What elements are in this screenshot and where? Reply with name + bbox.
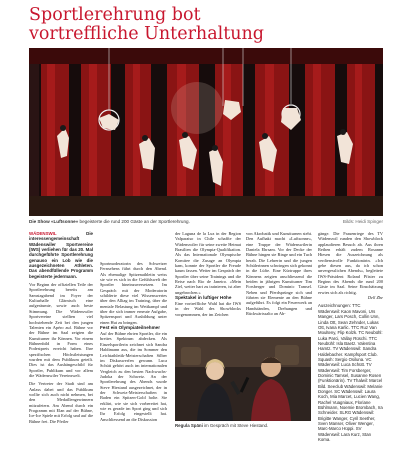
article-lead-text: Die interessengemeinschaft Wädenswiler Sportvereine (IWS) verliehen für das 20. Mal durchgeführte Sportlerehrung genauso ein Lob wie die ausgezeichneten Athleten. Das abendfüllende Programm begeisterte jedermann. bbox=[29, 231, 93, 279]
article-paragraph: Sportmoderatorin des Schweizer Fernsehens führt durch den Abend. Als ehemalige Spitzenathletin weiss sie wie es sich in die Gefühlswelt der Sportler hineinzuversetzen. Im Gespräch mit der Moderatorin schilderte diese viel Wissenswertes über den Alltag im Training, über die mentale Belastung im Wettkampf und über die sich immer erneute Aufgabe, Spitzensport und Ausbildung unter einen Hut zu bringen. bbox=[100, 261, 167, 325]
show-photo-caption bbox=[29, 218, 383, 226]
headline-line-2: vortreffliche Unterhaltung bbox=[29, 24, 265, 44]
show-photo-caption-title: Die Show «Luftsonne» bbox=[29, 219, 79, 224]
headline-line-1: Sportlerehrung bot bbox=[29, 5, 201, 25]
article-column-1 bbox=[29, 231, 93, 424]
article-column-3 bbox=[175, 231, 241, 335]
article-paragraph: Die Vertreter der Stadt sind am Anlass dabei und das Publikum wollte sich auch nicht nehmen, bei den Medaillengewinnern mitzufeiern. Am Abend durch ein Programm mit Elan auf der Bühne, Ice-Ice Spiele mit Erfolg und auf die Bühne frei. Die Pfeiler bbox=[29, 381, 93, 424]
author-signature: Dell Zbe bbox=[367, 295, 383, 301]
article-paragraph: der Laguna de la Luz in der Region Valparaiso in Chile schaffte der Wädenswiler für seine zweite Heimat Brasilien die Olympia-Qualifikation. Als das Internationale Olympische Komitee die Zusage an Olympia kam, konnte der Sportler die Freude kaum fassen. Weiter im Gespräch der Sportler über seine Trainings und die Reise nach Rio de Janeiro. «Mein Ziel, weiter hart zu trainieren, ist aber ungebrochen.» bbox=[175, 231, 241, 295]
interview-photo bbox=[175, 337, 311, 421]
article-paragraph: von Akrobatik und Kunstturnen steht. Den Aufhakt macht «Luftsonne», eine Truppe der Wädenswilerin Daniela Ehrsam. Vor der Decke der Bühne hingen sie Ringe und ein Tuch herab. Die Lehrerin und die jungen Schülerinnen schwingen sich gekonnt in die Lüfte. Eine Kürtruppe ihres Könnens zeigten anschliessend die beiden in jährigen Kunstturner Tim Forsberger und Dominic Tamsel. Neben und Pferdsprünge sich und führten sie Elemente an den Bühne aufgeführt. Es folgt ein Feuerwerk an Handständen, Drehungen und Rückwärtssalto an Ab- bbox=[246, 231, 312, 317]
interview-photo-caption-text: im Gespräch mit Steve Hiestand. bbox=[202, 423, 269, 428]
show-photo bbox=[29, 48, 383, 216]
article-subhead: Spektakel in luftiger Höhe bbox=[175, 295, 232, 301]
interview-photo-caption bbox=[175, 422, 311, 430]
article-column-4 bbox=[246, 231, 312, 335]
article-column-2 bbox=[100, 231, 167, 422]
photo-credit: Bilds: Heidi Spinger bbox=[342, 219, 383, 224]
article-lead bbox=[29, 231, 93, 279]
article-paragraph: gänge. Die Frauenriege des TV Wädenswil runden den Showblock applaudieren Besuch ab. Aus ihren Reihen erhält zudem Rosanne Hiesen die Auszeichnung als verdienstvolle Funktionärin. «Ich gebe diesen aus, da ich schon unvergesslichen Abends», begleitete IWS-Präsident Roland Pfister zu Beginn des Abends die rund 200 Gäste im Saal. Seine Einschätzung erwies sich als richtig. bbox=[318, 231, 383, 295]
show-photo-caption-text: begeisterte die rund 200 Gäste an der Sportlerehrung. bbox=[78, 219, 190, 224]
article-paragraph: Eine vortreffliche Wahl hat die IWS in der Wahl des Showblocks vorgenommen, der im Zeichen bbox=[175, 301, 241, 317]
interview-photo-illustration bbox=[175, 337, 311, 421]
interview-photo-caption-title: Regula Späni bbox=[175, 423, 203, 428]
article-paragraph: Auf der Bühne ehrten Sportler, die ein breites Spektrum abdecken. Als Einzelsportlerin zeichnet sich Sandra Haldimann aus, die im Sommer den Leichtathletik-Meisterschaften Silber im Diskuswerfen gewann. Luca Schütt gehört auch im internationalen Vergleich zu den besten Nachwuchs-Judoka der Schweiz. An der Sportlerehrung des Abends wurde Steve Hiestand ausgezeichnet, der in der Schweiz-Meisterschaften in Baden ein Spitzen-Gold holte. Sie erklärt, wie sie sich vorbereitet hat, wie es gerade im Sport ging und sich Ihr Erfolg eingestellt hat. Anschliessend an die Diskussion bbox=[100, 331, 167, 422]
show-photo-illustration bbox=[29, 48, 383, 216]
awards-list: Auszeichnungen: TTC Wädenswil: Kaon Mavoni, Urs Manger, Lars Posch, Collin Unn, Linda Ott, Sean Zehnder, Lukas Ott, Ivana Karlic. TTC Ruz Van Moulteny, Flip Kolzk. TC Neubühl: Luka Parci, Vallay Rüschi. TTC Neubühl: Isla Baetz. Valentina Hamtz. TV Wädenswil: Sandra Haldebacher. Kampfsport Club. Squash: Sergio Osiluna. VC Wädenswil: Luca Schütt. TV Wädenswil: Tim Forsberger, Dominic Tamsel, Susanne Rosen (Funktionärin). TV Thalwil: Marcel Bild. Seeclub Wädenswil: Melanie Donger. SC Wädenswil: Laura Koch, Mia Marcet, Lucien Wang, Rachel Vuagniaux, Floriane Bühlmann, Noemie Brombach, Ira Schneider. SLRG Wädenswil: Brigitte Wanger, Cyril Seether, Sven Manser, Oliver Wenger, Marc-Marco Hüppi. SV Wädenswil: Lara Kurz, Stan Koma. bbox=[318, 303, 383, 443]
article-subhead: Fest ein Olympiateilnehmer bbox=[100, 325, 160, 331]
article-column-5 bbox=[318, 231, 383, 471]
article-kicker: WÄDENSWIL bbox=[29, 231, 57, 236]
article-paragraph: Vor Beginn der offiziellen Teile der Sportlerehrung bereits am Samstagabend im Foyer der Kulturhalle Glärnisch eine aufgeräumte, sowie auch beste Stimmung. Die Wädenswiler Sportvereine stellten viel hochstehende Zeit bei den jungen Talenten ein Apéro auf. Bühne vor der Bühne im Saal zeigten die Kunstturner ihr Können. Vor einem Bühnenbild in Form eines Podestpreis erreicht haben. Ihre spezifischen Höchstleistungen wurden mit dem Publikum geteilt. Dies ist das Aushängeschild für Sportler, Publikum und vor allem die Wädenswiler Vereinswelt. bbox=[29, 282, 93, 378]
headline bbox=[29, 6, 369, 44]
